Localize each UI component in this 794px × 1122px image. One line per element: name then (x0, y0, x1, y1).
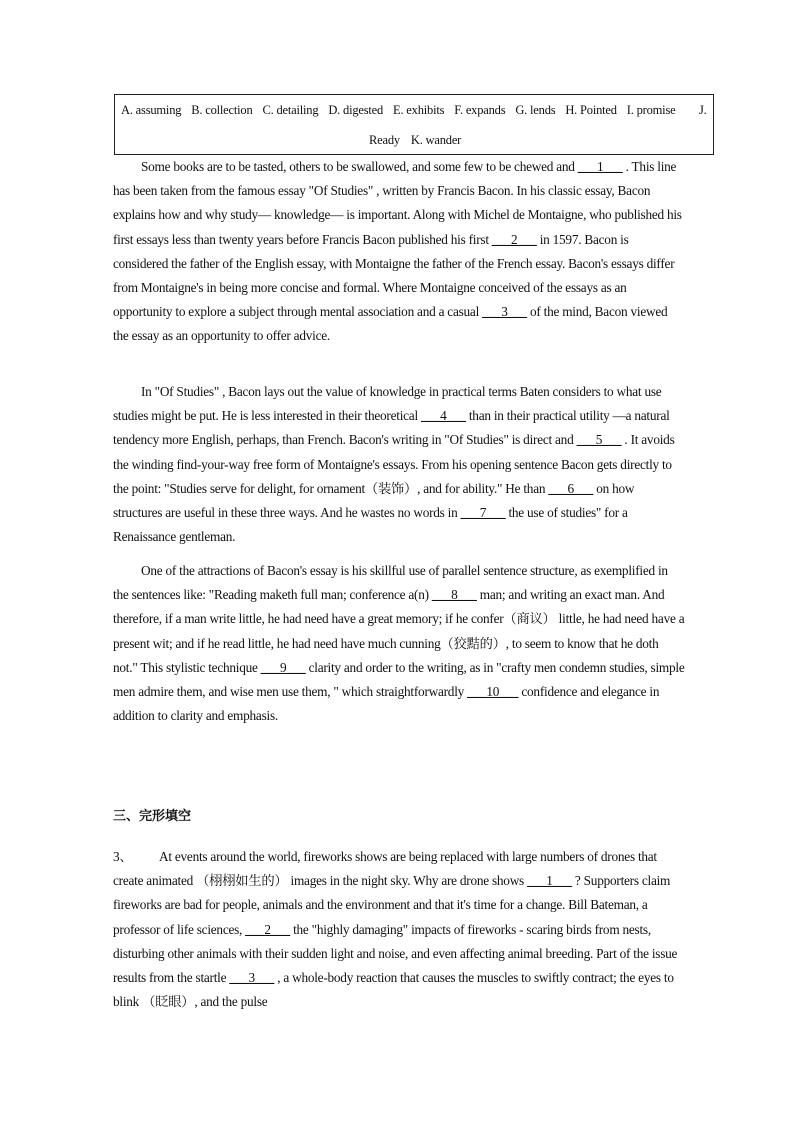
blank-8[interactable]: ___8___ (431, 587, 477, 603)
passage1-paragraph-1: Some books are to be tasted, others to be swallowed, and some few to be chewed and ___1___ . This line has been taken from the famous essay "Of Studies" , written by Francis Bacon. In his classic essay, Bacon explains how and why study— knowledge— is important. Along with Michel de Montaigne, who published his first essays less than twenty years before Francis Bacon published his first ___2___ in 1597. Bacon is considered the father of the English essay, with Montaigne the father of the French essay. Bacon's essays differ from Montaigne's in being more concise and formal. Where Montaigne conceived of the essays as an opportunity to explore a subject through mental association and a casual ___3___ of the mind, Bacon viewed the essay as an opportunity to offer advice. (113, 159, 682, 344)
word-option-k: K. wander (410, 133, 462, 147)
blank-4[interactable]: ___4___ (420, 408, 466, 424)
word-option-g: G. lends (515, 103, 556, 117)
cloze-blank-1[interactable]: ___1___ (527, 873, 572, 889)
word-option-a: A. assuming (121, 103, 182, 117)
blank-3[interactable]: ___3___ (482, 304, 527, 320)
cloze-blank-3[interactable]: ___3___ (229, 970, 275, 986)
word-option-i: I. promise (626, 103, 676, 117)
word-option-j-text: Ready (369, 133, 400, 147)
word-option-e: E. exhibits (393, 103, 445, 117)
question-number: 3、 (113, 849, 133, 864)
word-bank-line-1 (121, 103, 707, 118)
word-bank-box (114, 94, 714, 155)
section-heading-cloze: 三、完形填空 (113, 809, 192, 824)
word-option-c: C. detailing (262, 103, 319, 117)
word-option-h: H. Pointed (565, 103, 617, 117)
blank-7[interactable]: ___7___ (460, 505, 506, 521)
blank-9[interactable]: ___9___ (260, 659, 306, 675)
word-option-f: F. expands (454, 103, 506, 117)
word-option-b: B. collection (191, 103, 253, 117)
blank-10[interactable]: ___10___ (467, 684, 519, 700)
word-option-d: D. digested (328, 103, 384, 117)
cloze-blank-2[interactable]: ___2___ (245, 921, 290, 937)
word-option-j-label: J. (699, 103, 707, 117)
blank-2[interactable]: ___2___ (491, 231, 537, 247)
blank-1[interactable]: ___1___ (577, 159, 623, 174)
word-bank-line-2 (369, 133, 469, 148)
passage2-paragraph: 3、 At events around the world, fireworks shows are being replaced with large numbers of drones that create animated （栩栩如生的） images in the night sky. Why are drone shows ___1___ ? Supporters claim fireworks are bad for people, animals and the environment and that it's time for a change. Bill Bateman, a professor of life sciences, ___2___ the "highly damaging" impacts of fireworks - scaring birds from nests, disturbing other animals with their sudden light and noise, and even affecting animal breeding. Part of the issue results from the startle ___3___ , a whole-body reaction that causes the muscles to swiftly contract; the eyes to blink （眨眼）, and the pulse (113, 845, 685, 1014)
passage1-paragraph-3: One of the attractions of Bacon's essay is his skillful use of parallel sentence structure, as exemplified in the sentences like: "Reading maketh full man; conference a(n) ___8___ man; and writing an exact man. And therefore, if a man write little, he had need have a great memory; if he confer（商议） little, he had need have a present wit; and if he read little, he had need have much cunning（狡黠的）, to seem to know that he doth not." This stylistic technique ___9___ clarity and order to the writing, as in "crafty men condemn studies, simple men admire them, and wise men use them, " which straightforwardly ___10___ confidence and elegance in addition to clarity and emphasis. (113, 563, 685, 724)
passage1-paragraph-2: In "Of Studies" , Bacon lays out the value of knowledge in practical terms Baten considers to what use studies might be put. He is less interested in their theoretical ___4___ than in their practical utility —a natural tendency more English, perhaps, than French. Bacon's writing in "Of Studies" is direct and ___5___ . It avoids the winding find-your-way free form of Montaigne's essays. From his opening sentence Bacon gets directly to the point: "Studies serve for delight, for ornament（装饰）, and for ability." He than ___6___ on how structures are useful in these three ways. And he wastes no words in ___7___ the use of studies" for a Renaissance gentleman. (113, 384, 675, 545)
blank-5[interactable]: ___5___ (576, 432, 622, 448)
blank-6[interactable]: ___6___ (548, 480, 594, 496)
